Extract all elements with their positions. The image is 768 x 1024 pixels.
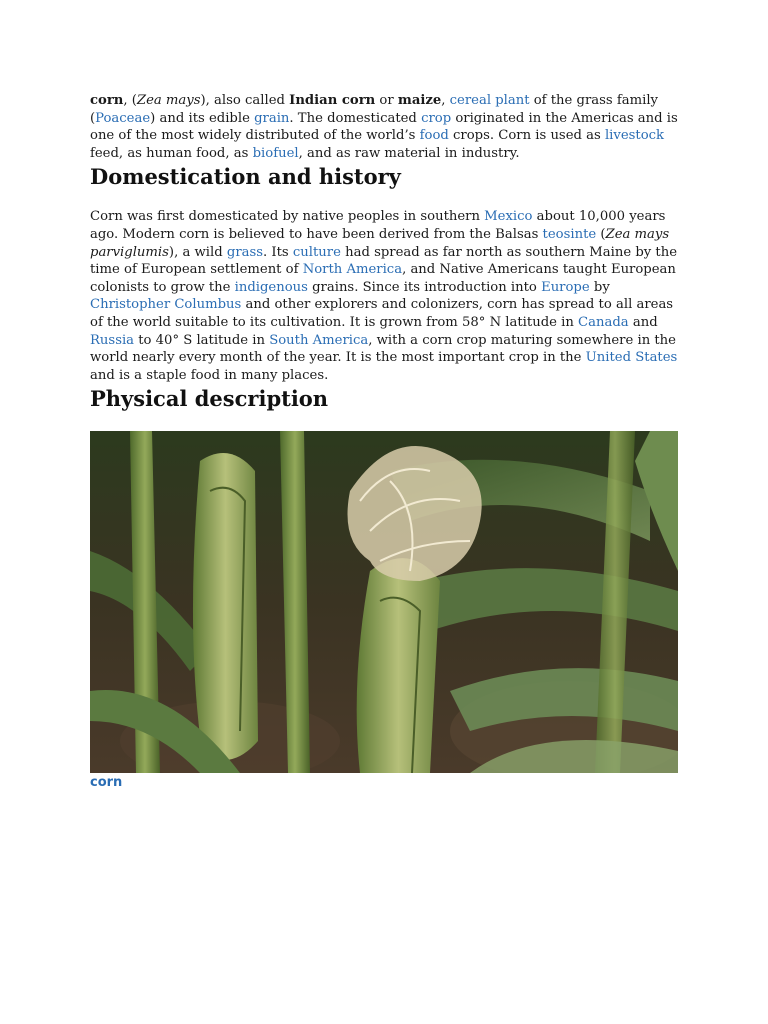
heading-domestication: Domestication and history xyxy=(90,164,401,190)
scientific-name: Zea mays xyxy=(136,93,201,108)
term-corn: corn xyxy=(90,93,124,108)
link-indigenous[interactable]: indigenous xyxy=(234,279,308,295)
link-russia[interactable]: Russia xyxy=(90,332,135,348)
link-cereal-plant[interactable]: cereal plant xyxy=(449,93,530,108)
intro-paragraph: corn, (Zea mays), also called Indian corn or maize, cereal plant of the grass family (Poaceae) and its edible grain. The domesticated crop originated in the Americas and is one of the most widely distributed of the world’s food crops. Corn is used as livestock feed, as human food, as biofuel, and as raw material in industry. xyxy=(90,93,678,161)
link-crop[interactable]: crop xyxy=(421,110,452,126)
link-poaceae[interactable]: Poaceae xyxy=(95,110,151,126)
link-mexico[interactable]: Mexico xyxy=(484,209,533,225)
link-grain[interactable]: grain xyxy=(254,110,290,126)
corn-photo xyxy=(90,431,678,773)
link-culture[interactable]: culture xyxy=(292,244,341,260)
link-north-america[interactable]: North America xyxy=(302,262,403,278)
link-teosinte[interactable]: teosinte xyxy=(542,226,597,242)
domestication-paragraph: Corn was first domesticated by native peoples in southern Mexico about 10,000 years ago. Modern corn is believed to have been derived from the Balsas teosinte (Zea mays parviglumis), a wild grass. Its culture had spread as far north as southern Maine by the time of European settlement of North America, and Native Americans taught European colonists to grow the indigenous grains. Since its introduction into Europe by Christopher Columbus and other explorers and colonizers, corn has spread to all areas of the world suitable to its cultivation. It is grown from 58° N latitude in Canada and Russia to 40° S latitude in South America, with a corn crop maturing somewhere in the world nearly every month of the year. It is the most important crop in the United States and is a staple food in many places. xyxy=(90,209,678,383)
link-food[interactable]: food xyxy=(419,128,449,144)
article xyxy=(90,92,680,412)
link-south-america[interactable]: South America xyxy=(269,332,369,348)
term-indian-corn: Indian corn xyxy=(289,93,376,108)
scientific-name: Zea mays parviglumis xyxy=(90,226,670,260)
term-maize: maize xyxy=(397,93,442,108)
link-united-states[interactable]: United States xyxy=(585,350,678,366)
link-christopher-columbus[interactable]: Christopher Columbus xyxy=(90,297,242,313)
link-canada[interactable]: Canada xyxy=(578,314,629,330)
link-europe[interactable]: Europe xyxy=(541,279,590,295)
link-grass[interactable]: grass xyxy=(226,244,264,260)
link-biofuel[interactable]: biofuel xyxy=(252,145,299,161)
link-livestock[interactable]: livestock xyxy=(604,128,665,144)
figure-caption[interactable]: corn xyxy=(90,775,123,790)
heading-physical-description: Physical description xyxy=(90,386,329,412)
